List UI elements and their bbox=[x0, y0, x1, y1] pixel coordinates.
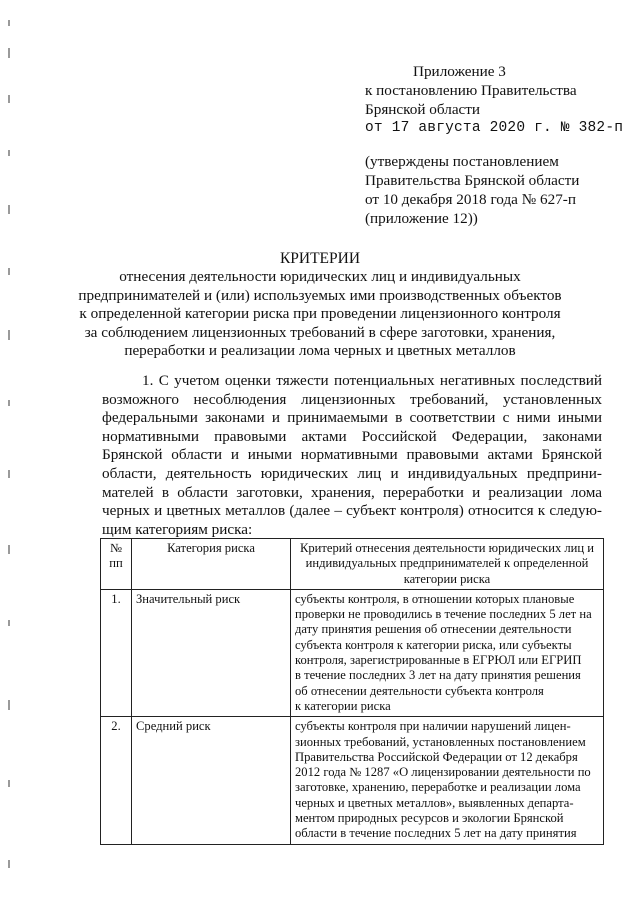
paragraph-line: области, деятельность юридических лиц и индивидуальных предприни- bbox=[102, 464, 602, 482]
paragraph-1 bbox=[102, 372, 602, 539]
table-row bbox=[101, 717, 604, 844]
approved-line-3: от 10 декабря 2018 года № 627-п bbox=[365, 191, 576, 208]
appendix-region: Брянской области bbox=[365, 101, 481, 118]
row-category: Значительный риск bbox=[132, 589, 291, 716]
table-header-row bbox=[101, 539, 604, 590]
appendix-date-number: от 17 августа 2020 г. № 382-п bbox=[365, 120, 624, 136]
row-num: 1. bbox=[101, 589, 132, 716]
paragraph-line: возможного несоблюдения лицензионных требований, установленных bbox=[102, 390, 602, 408]
row-num: 2. bbox=[101, 717, 132, 844]
paragraph-line: нормативными правовыми актами Российской Федерации, законами bbox=[102, 427, 602, 445]
scan-margin-marks bbox=[0, 0, 22, 905]
subtitle-line: переработки и реализации лома черных и цветных металлов bbox=[124, 342, 516, 360]
paragraph-line: щим категориям риска: bbox=[102, 520, 253, 538]
header-category: Категория риска bbox=[132, 539, 291, 590]
appendix-to-resolution: к постановлению Правительства bbox=[365, 82, 577, 99]
paragraph-line: Брянской области и иными нормативными правовыми актами Брянской bbox=[102, 446, 602, 464]
header-num: № пп bbox=[101, 539, 132, 590]
subtitle-line: к определенной категории риска при проведении лицензионного контроля bbox=[79, 305, 561, 323]
subtitle-line: предпринимателей и (или) используемых ими производственных объектов bbox=[78, 286, 562, 304]
appendix-number: Приложение 3 bbox=[413, 63, 506, 80]
row-category: Средний риск bbox=[132, 717, 291, 844]
approved-line-2: Правительства Брянской области bbox=[365, 172, 580, 189]
table-row bbox=[101, 589, 604, 716]
paragraph-line: черных и цветных металлов (далее – субъект контроля) относится к следую- bbox=[102, 502, 602, 520]
approved-note bbox=[365, 152, 579, 228]
subtitle-line: отнесения деятельности юридических лиц и индивидуальных bbox=[119, 268, 521, 285]
risk-criteria-table bbox=[100, 538, 604, 845]
document-title: КРИТЕРИИ bbox=[279, 250, 361, 267]
paragraph-line: федеральными законами и принимаемыми в соответствии с ними иными bbox=[102, 409, 602, 427]
appendix-block bbox=[365, 62, 623, 138]
approved-line-4: (приложение 12)) bbox=[365, 210, 478, 227]
document-subtitle bbox=[0, 268, 640, 361]
row-criterion: субъекты контроля, в отношении которых плановые проверки не проводились в течение последних 5 лет на дату принятия решения об отнесении деятельности субъекта контроля к категории риска, или субъекты контроля, зарегистрированные в ЕГРЮЛ или ЕГРИП в течение последних 3 лет на дату принятия решения об отнесении деятельности субъекта контроля к категории риска bbox=[291, 589, 604, 716]
approved-line-1: (утверждены постановлением bbox=[365, 153, 559, 170]
row-criterion: субъекты контроля при наличии нарушений лицен- зионных требований, установленных постановлением Правительства Российской Федерации от 12 декабря 2012 года № 1287 «О лицензировании деятельности по заготовке, хранению, переработке и реализации лома черных и цветных металлов», выявленных департа- ментом природных ресурсов и экологии Брянской области в течение последних 5 лет на дату принятия bbox=[291, 717, 604, 844]
subtitle-line: за соблюдением лицензионных требований в сфере заготовки, хранения, bbox=[84, 323, 556, 341]
header-criterion: Критерий отнесения деятельности юридических лиц и индивидуальных предпринимателей к определенной категории риска bbox=[291, 539, 604, 590]
paragraph-line: мателей в области заготовки, хранения, переработки и реализации лома bbox=[102, 483, 602, 501]
paragraph-line: 1. С учетом оценки тяжести потенциальных негативных последствий bbox=[142, 372, 602, 389]
